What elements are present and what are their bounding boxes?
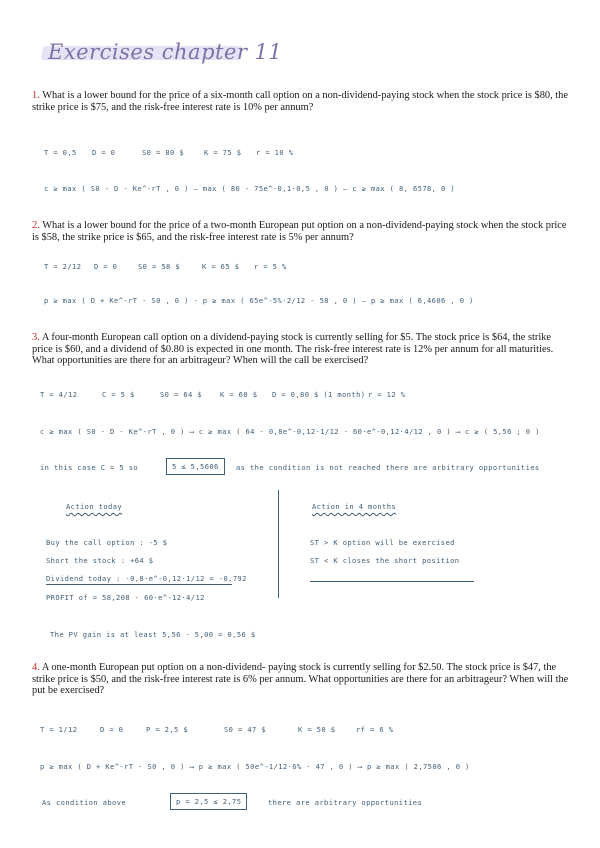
action-item: Buy the call option : -5 $ [46, 538, 168, 547]
condition-box: 5 ≤ 5,5606 [166, 458, 225, 475]
given-value: S0 = 64 $ [160, 390, 203, 399]
action-item: Dividend today : -0,8·e^-0,12·1/12 = -0,792 [46, 574, 247, 583]
question-1 [32, 90, 572, 113]
profit-line: PROFIT of = 58,208 - 60·e^-12·4/12 [46, 593, 205, 602]
formula-line: p ≥ max ( D + Ke^-rT - S0 , 0 ) - p ≥ max ( 65e^-5%·2/12 - 58 , 0 ) — p ≥ max ( 6,4606 , 0 ) [44, 296, 474, 305]
given-value: S0 = 47 $ [224, 725, 267, 734]
question-number: 2. [32, 220, 40, 231]
given-value: D = 0 [100, 725, 124, 734]
condition-box: p = 2,5 ≤ 2,75 [170, 793, 247, 810]
given-value: T = 2/12 [44, 262, 82, 271]
given-value: T = 0,5 [44, 148, 77, 157]
question-text: What is a lower bound for the price of a six-month call option on a non-dividend-paying stock when the stock price is $80, the strike price is $75, and the risk-free interest rate is 10% per annum? [32, 90, 568, 113]
given-value: T = 1/12 [40, 725, 78, 734]
given-value: P = 2,5 $ [146, 725, 189, 734]
condition-prefix: As condition above [42, 798, 127, 807]
given-value: r = 5 % [254, 262, 287, 271]
question-number: 3. [32, 332, 40, 343]
action-item: Short the stock : +64 $ [46, 556, 154, 565]
question-text: What is a lower bound for the price of a two-month European put option on a non-dividend-paying stock when the stock price is $58, the strike price is $65, and the risk-free interest rate is 5% per annum? [32, 220, 567, 243]
question-3 [32, 332, 572, 367]
question-number: 1. [32, 90, 40, 101]
given-value: K = 75 $ [204, 148, 242, 157]
page-title: Exercises chapter 11 [48, 40, 283, 64]
given-value: rf = 6 % [356, 725, 394, 734]
divider-line [310, 581, 474, 582]
given-value: K = 50 $ [298, 725, 336, 734]
title-block [38, 38, 283, 68]
action-later-header: Action in 4 months [312, 502, 397, 511]
action-item: ST > K option will be exercised [310, 538, 455, 547]
given-value: D = 0 [94, 262, 118, 271]
given-value: C = 5 $ [102, 390, 135, 399]
action-item: ST < K closes the short position [310, 556, 460, 565]
question-4 [32, 662, 572, 697]
action-today-header: Action today [66, 502, 123, 511]
question-text: A one-month European put option on a non-dividend- paying stock is currently selling for $2.50. The stock price is $47, the strike price is $50, and the risk-free interest rate is 6% per annum. What opportunities are there for an arbitrageur? When will the put be exercised? [32, 662, 569, 697]
column-divider [278, 490, 279, 598]
given-value: r = 12 % [368, 390, 406, 399]
formula-line: p ≥ max ( D + Ke^-rT - S0 , 0 ) ⟶ p ≥ max ( 50e^-1/12·6% - 47 , 0 ) ⟶ p ≥ max ( 2,7506 , 0 ) [40, 762, 470, 771]
given-value: D = 0,80 $ (1 month) [272, 390, 366, 399]
question-2 [32, 220, 572, 243]
given-value: T = 4/12 [40, 390, 78, 399]
condition-suffix: there are arbitrary opportunities [268, 798, 423, 807]
condition-prefix: in this case C = 5 so [40, 463, 139, 472]
pv-gain-line: The PV gain is at least 5,56 - 5,00 = 0,56 $ [50, 630, 256, 639]
given-value: D = 0 [92, 148, 116, 157]
question-number: 4. [32, 662, 40, 673]
given-value: S0 = 58 $ [138, 262, 181, 271]
given-value: K = 60 $ [220, 390, 258, 399]
question-text: A four-month European call option on a dividend-paying stock is currently selling for $5. The stock price is $64, the strike price is $60, and a dividend of $0.80 is expected in one month. The risk-free interest rate is 12% per annum for all maturities. What opportunities are there for an arbitrageur? When will the call be exercised? [32, 332, 554, 367]
given-value: K = 65 $ [202, 262, 240, 271]
condition-suffix: as the condition is not reached there are arbitrary opportunities [236, 463, 540, 472]
formula-line: c ≥ max ( S0 - D - Ke^-rT , 0 ) ⟶ c ≥ max ( 64 - 0,8e^-0,12·1/12 - 60·e^-0,12·4/12 , 0 ) ⟶ c ≥ ( 5,56 ; 0 ) [40, 427, 540, 436]
given-value: r = 10 % [256, 148, 294, 157]
given-value: S0 = 80 $ [142, 148, 185, 157]
formula-line: c ≥ max ( S0 - D - Ke^-rT , 0 ) — max ( 80 - 75e^-0,1·0,5 , 0 ) — c ≥ max ( 8, 6578, 0 ) [44, 184, 456, 193]
